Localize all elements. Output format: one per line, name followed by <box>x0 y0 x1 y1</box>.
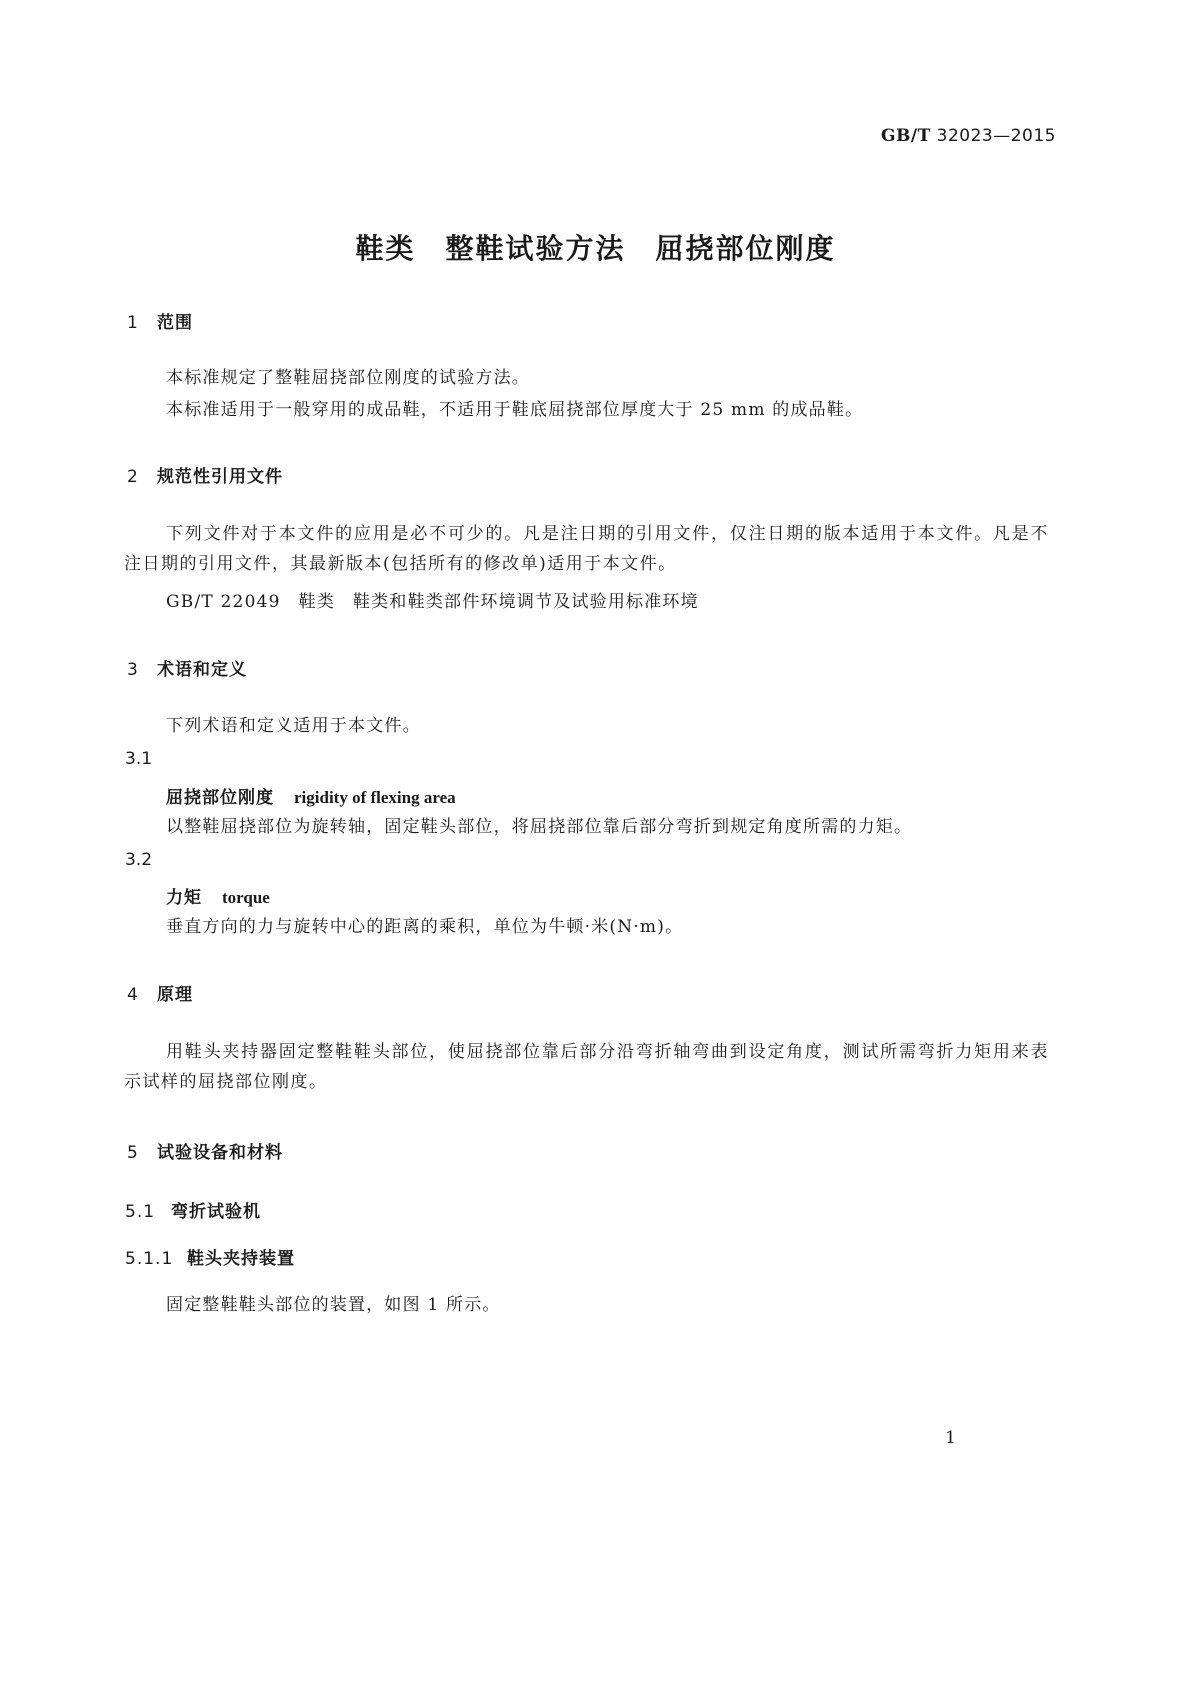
section-number: 3 <box>127 660 139 680</box>
subsection-number: 5.1.1 <box>125 1249 174 1269</box>
section-title: 试验设备和材料 <box>157 1143 283 1163</box>
section-3-paragraph-1: 下列术语和定义适用于本文件。 <box>166 716 421 736</box>
subsection-5-1-1-heading <box>125 1244 295 1269</box>
page-number: 1 <box>945 1428 956 1448</box>
reference-category: 鞋类 <box>298 592 336 612</box>
term-3-2 <box>166 883 270 908</box>
subsection-title: 弯折试验机 <box>171 1202 261 1222</box>
section-title: 规范性引用文件 <box>157 467 283 487</box>
section-number: 4 <box>127 985 139 1005</box>
reference-title: 鞋类和鞋类部件环境调节及试验用标准环境 <box>353 592 699 612</box>
document-title <box>0 227 1191 267</box>
reference-code: GB/T 22049 <box>166 592 281 612</box>
term-3-2-number: 3.2 <box>125 850 153 870</box>
section-number: 5 <box>127 1143 139 1163</box>
normative-reference <box>166 587 699 617</box>
section-5-heading <box>127 1138 283 1163</box>
title-part-1: 鞋类 <box>355 232 416 265</box>
section-title: 范围 <box>157 313 193 333</box>
term-english: rigidity of flexing area <box>294 788 456 807</box>
section-1-paragraph-1: 本标准规定了整鞋屈挠部位刚度的试验方法。 <box>166 368 530 388</box>
subsection-number: 5.1 <box>125 1202 156 1222</box>
term-3-1-definition: 以整鞋屈挠部位为旋转轴，固定鞋头部位，将屈挠部位靠后部分弯折到规定角度所需的力矩。 <box>166 817 913 837</box>
section-2-paragraph-1: 下列文件对于本文件的应用是必不可少的。凡是注日期的引用文件，仅注日期的版本适用于本文件。凡是不注日期的引用文件，其最新版本(包括所有的修改单)适用于本文件。 <box>124 524 1049 574</box>
term-3-1 <box>166 783 456 808</box>
section-3-heading <box>127 655 247 680</box>
standard-number: 32023—2015 <box>936 126 1056 146</box>
standard-prefix: GB/T <box>881 126 931 146</box>
term-3-2-definition: 垂直方向的力与旋转中心的距离的乘积，单位为牛顿·米(N·m)。 <box>166 917 684 937</box>
section-2-heading <box>127 462 283 487</box>
section-number: 2 <box>127 467 139 487</box>
title-part-3: 屈挠部位刚度 <box>655 232 836 265</box>
term-3-1-number: 3.1 <box>125 749 153 769</box>
section-number: 1 <box>127 313 139 333</box>
section-1-heading <box>127 308 193 333</box>
title-part-2: 整鞋试验方法 <box>445 232 626 265</box>
section-4-heading <box>127 980 193 1005</box>
section-title: 原理 <box>157 985 193 1005</box>
section-1-paragraph-2: 本标准适用于一般穿用的成品鞋，不适用于鞋底屈挠部位厚度大于 25 mm 的成品鞋。 <box>166 400 864 420</box>
term-english: torque <box>222 888 270 907</box>
subsection-5-1-1-paragraph-1: 固定整鞋鞋头部位的装置，如图 1 所示。 <box>166 1295 501 1315</box>
section-title: 术语和定义 <box>157 660 247 680</box>
section-4-paragraph-1: 用鞋头夹持器固定整鞋鞋头部位，使屈挠部位靠后部分沿弯折轴弯曲到设定角度，测试所需弯折力矩用来表示试样的屈挠部位刚度。 <box>124 1042 1049 1092</box>
term-chinese: 力矩 <box>166 888 202 908</box>
subsection-title: 鞋头夹持装置 <box>187 1249 295 1269</box>
subsection-5-1-heading <box>125 1197 261 1222</box>
standard-code <box>881 126 1056 146</box>
term-chinese: 屈挠部位刚度 <box>166 788 274 808</box>
